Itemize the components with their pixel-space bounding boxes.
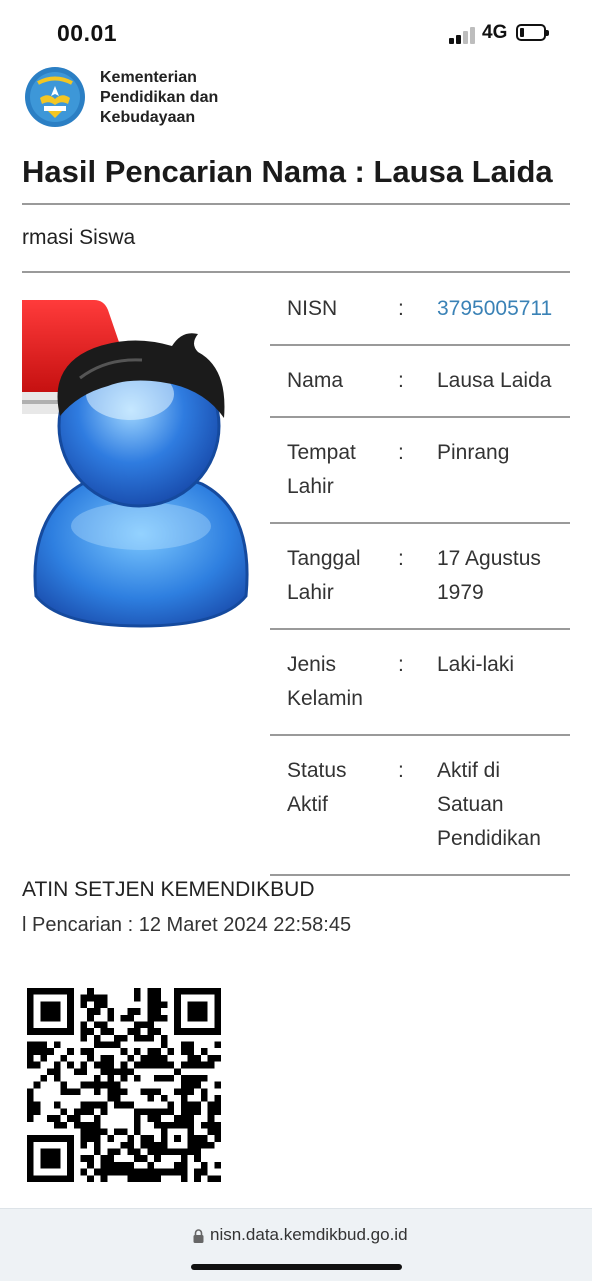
info-row-nisn [270,274,570,346]
divider [22,203,570,205]
info-value: Lausa Laida [437,369,552,392]
info-colon: : [398,369,404,392]
info-row-nama [270,346,570,418]
search-timestamp: l Pencarian : 12 Maret 2024 22:58:45 [22,914,352,936]
info-label: Nama [287,369,344,392]
info-row-tempat-lahir [270,418,570,524]
status-bar [0,0,592,68]
nisn-link[interactable]: 3795005711 [437,297,553,320]
info-colon: : [398,441,404,464]
page-title: Hasil Pencarian Nama : Lausa Laida [22,154,553,189]
info-value: 17 Agustus 1979 [437,547,541,604]
qr-code [27,988,221,1182]
info-label: NISN [287,297,338,320]
info-value: Laki-laki [437,653,515,676]
info-value: Aktif di Satuan Pendidikan [437,759,541,850]
info-colon: : [398,759,404,782]
section-label: rmasi Siswa [22,226,136,249]
org-name-line1: Kementerian [100,69,197,86]
battery-icon [516,24,546,41]
info-row-jenis-kelamin [270,630,570,736]
home-indicator[interactable] [191,1264,402,1270]
info-value: Pinrang [437,441,510,464]
source-label: ATIN SETJEN KEMENDIKBUD [22,878,315,901]
browser-url-bar[interactable] [0,1208,592,1281]
status-time: 00.01 [57,20,118,46]
info-colon: : [398,297,404,320]
info-colon: : [398,653,404,676]
info-label: Jenis Kelamin [287,653,363,710]
divider [22,271,570,273]
org-name-line3: Kebudayaan [100,109,196,126]
student-info-table [270,274,570,876]
network-type: 4G [482,22,508,43]
info-label: Tempat Lahir [287,441,356,498]
info-row-tanggal-lahir [270,524,570,630]
info-colon: : [398,547,404,570]
info-label: Status Aktif [287,759,347,816]
user-avatar-icon [22,296,260,630]
info-label: Tanggal Lahir [287,547,361,604]
info-row-status-aktif [270,736,570,876]
lock-icon [193,1229,204,1243]
signal-icon [449,26,477,44]
org-name-line2: Pendidikan dan [100,89,219,106]
org-name [100,68,218,128]
site-header[interactable] [22,66,322,130]
url-text[interactable]: nisn.data.kemdikbud.go.id [210,1225,408,1244]
tut-wuri-handayani-logo [24,66,86,128]
